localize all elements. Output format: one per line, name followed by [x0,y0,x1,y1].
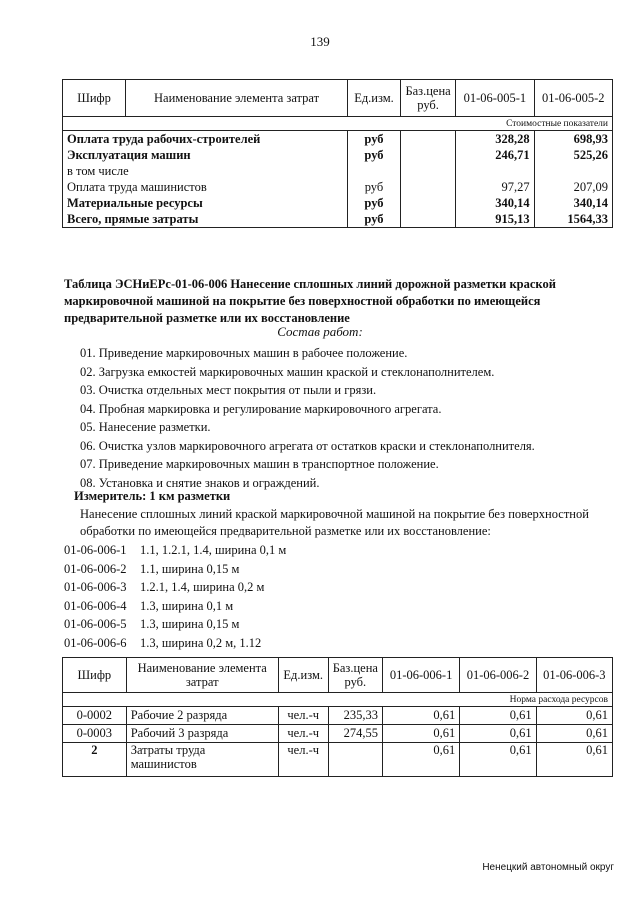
resource-table-header [63,658,613,693]
code-text: 1.3, ширина 0,1 м [140,598,234,613]
cost-table-header [63,80,613,117]
code: 01-06-006-3 [64,580,127,594]
table-row [63,743,613,777]
header-cell: Ед.изм. [348,80,401,117]
header-cell: Шифр [63,80,126,117]
name-cell: Рабочие 2 разряда [126,707,278,725]
price-cell [328,743,382,777]
footer-region: Ненецкий автономный округ [482,862,614,873]
list-item [64,578,286,597]
list-item [64,541,286,560]
page-number: 139 [310,34,330,49]
header-cell: Наименование элемента затрат [126,658,278,693]
table-row-label: Оплата труда машинистов [63,179,348,195]
code: 01-06-006-6 [64,635,127,650]
table-row-label: Всего, прямые затраты [63,211,348,228]
value-cell: 0,61 [382,725,459,743]
code: 01-06-006-4 [64,598,127,613]
table-caption: Таблица ЭСНиЕРс-01-06-006 Нанесение сплошных линий дорожной разметки краской маркировочной машиной на покрытие без поверхностной обработки по имеющейся предварительной разметке или их восстановление [64,277,556,325]
name-cell: Затраты труда машинистов [126,743,278,777]
list-item: 08. Установка и снятие знаков и ограждений. [80,475,320,490]
value-cell: 328,28 [456,131,534,148]
header-cell: Баз.цена руб. [400,80,455,117]
cost-subheader: Стоимостные показатели [63,117,613,131]
code-cell: 0-0002 [63,707,127,725]
header-cell: 01-06-005-1 [456,80,534,117]
value-cell: 340,14 [534,195,612,211]
table-row-label: в том числе [63,163,348,179]
table-row-label: Эксплуатация машин [63,147,348,163]
header-cell: 01-06-005-2 [534,80,612,117]
value-cell: 207,09 [534,179,612,195]
value-cell: 0,61 [536,743,612,777]
list-item [64,597,286,616]
code-text: 1.2.1, 1.4, ширина 0,2 м [140,580,265,594]
unit-cell: чел.-ч [278,743,328,777]
list-item: 04. Пробная маркировка и регулирование маркировочного агрегата. [80,401,442,416]
list-item: 05. Нанесение разметки. [80,420,211,434]
unit-cell: руб [348,131,401,148]
list-item [64,634,286,653]
name-cell: Рабочий 3 разряда [126,725,278,743]
value-cell: 246,71 [456,147,534,163]
value-cell: 525,26 [534,147,612,163]
list-item: 01. Приведение маркировочных машин в рабочее положение. [80,346,408,360]
list-item: 02. Загрузка емкостей маркировочных машин краской и стеклонаполнителем. [80,364,495,379]
list-item: 03. Очистка отдельных мест покрытия от пыли и грязи. [80,383,377,397]
header-cell: 01-06-006-2 [460,658,536,693]
value-cell: 97,27 [456,179,534,195]
price-cell: 235,33 [328,707,382,725]
list-item: 06. Очистка узлов маркировочного агрегата от остатков краски и стеклонаполнителя. [80,438,535,453]
cost-table [62,79,613,228]
header-cell: Баз.цена руб. [328,658,382,693]
value-cell: 0,61 [536,725,612,743]
value-cell: 340,14 [456,195,534,211]
table-row [63,725,613,743]
unit-cell: руб [348,179,401,195]
list-item [64,560,286,579]
value-cell: 0,61 [460,707,536,725]
value-cell: 0,61 [536,707,612,725]
header-cell: Шифр [63,658,127,693]
unit-cell: чел.-ч [278,707,328,725]
unit-cell: руб [348,195,401,211]
resource-subheader: Норма расхода ресурсов [63,693,613,707]
value-cell: 0,61 [460,725,536,743]
header-cell: Наименование элемента затрат [126,80,348,117]
value-cell: 698,93 [534,131,612,148]
unit-cell: руб [348,147,401,163]
header-cell: 01-06-006-3 [536,658,612,693]
codes-list [64,541,286,652]
table-row-label: Материальные ресурсы [63,195,348,211]
code-cell: 2 [63,743,127,777]
code-text: 1.3, ширина 0,15 м [140,617,240,631]
value-cell: 0,61 [460,743,536,777]
list-item: 07. Приведение маркировочных машин в транспортное положение. [80,457,439,471]
table-row [63,707,613,725]
meter-label: Измеритель: 1 км разметки [74,489,231,503]
value-cell: 0,61 [382,707,459,725]
table-row-label: Оплата труда рабочих-строителей [63,131,348,148]
header-cell: 01-06-006-1 [382,658,459,693]
value-cell: 1564,33 [534,211,612,228]
resource-table [62,657,613,777]
code: 01-06-006-2 [64,561,127,576]
header-cell: Ед.изм. [278,658,328,693]
code: 01-06-006-1 [64,543,127,557]
works-list [80,344,535,492]
code-text: 1.3, ширина 0,2 м, 1.12 [140,635,262,650]
description: Нанесение сплошных линий краской маркировочной машиной на покрытие без поверхностной обработки по имеющейся предварительной разметке или их восстановление: [80,507,589,538]
code-cell: 0-0003 [63,725,127,743]
value-cell: 0,61 [382,743,459,777]
list-item [64,615,286,634]
code-text: 1.1, ширина 0,15 м [140,561,240,576]
price-cell: 274,55 [328,725,382,743]
unit-cell: чел.-ч [278,725,328,743]
value-cell: 915,13 [456,211,534,228]
code-text: 1.1, 1.2.1, 1.4, ширина 0,1 м [140,543,287,557]
unit-cell: руб [348,211,401,228]
code: 01-06-006-5 [64,617,127,631]
works-title: Состав работ: [277,324,363,339]
